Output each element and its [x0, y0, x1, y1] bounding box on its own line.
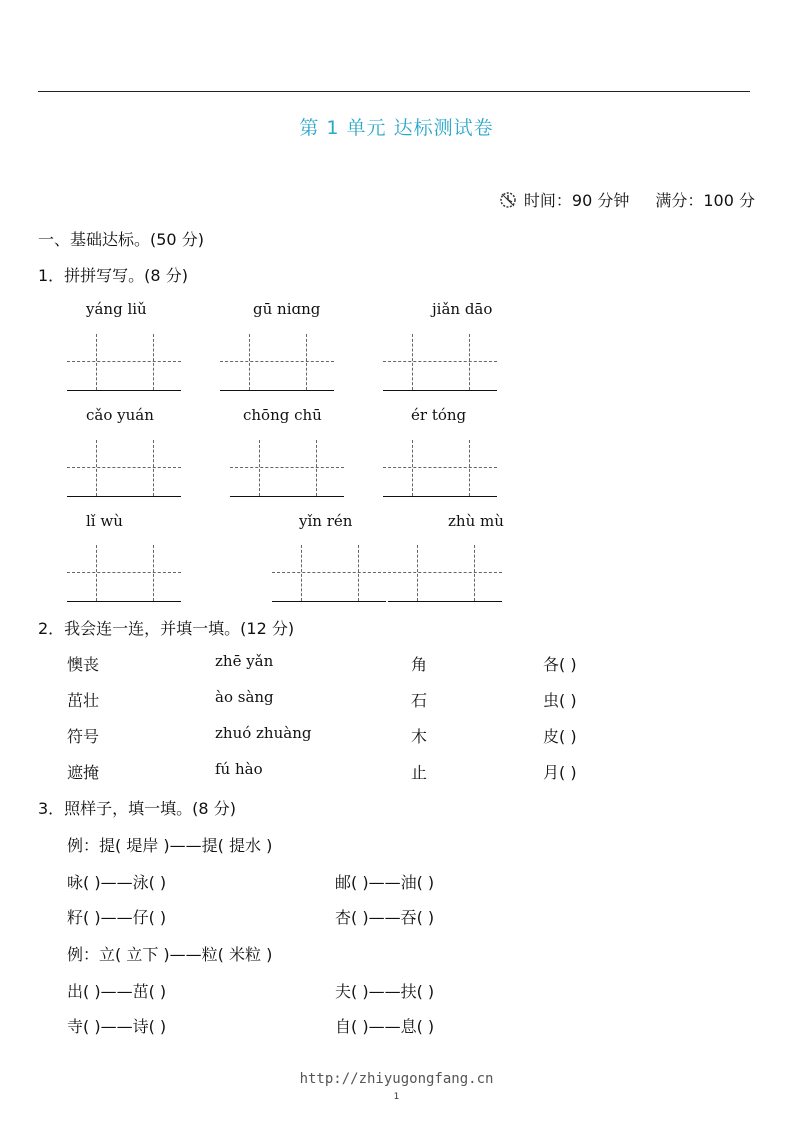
pinyin-label: jiǎn dāo: [432, 300, 493, 318]
match-pinyin[interactable]: zhuó zhuàng: [215, 724, 312, 742]
question-2-label: 2．我会连一连，并填一填。(12 分): [38, 619, 295, 638]
section-heading: 一、基础达标。(50 分): [38, 230, 204, 249]
page-number: 1: [393, 1092, 400, 1102]
fill-blank-pair[interactable]: 籽( )——仔( ): [67, 908, 167, 927]
writing-grid[interactable]: [383, 440, 497, 497]
match-word[interactable]: 符号: [67, 727, 100, 746]
writing-grid[interactable]: [67, 545, 181, 602]
writing-grid[interactable]: [388, 545, 502, 602]
writing-grid[interactable]: [67, 440, 181, 497]
pinyin-label: cǎo yuán: [86, 406, 154, 424]
pinyin-label: yáng liǔ: [86, 300, 147, 318]
match-word[interactable]: 遮掩: [67, 763, 100, 782]
question-3-label: 3．照样子，填一填。(8 分): [38, 799, 236, 818]
pinyin-label: zhù mù: [448, 512, 504, 530]
fill-blank-pair[interactable]: 自( )——息( ): [335, 1017, 435, 1036]
exam-meta: [498, 188, 755, 211]
fill-blank-pair[interactable]: 夫( )——扶( ): [335, 982, 435, 1001]
match-pinyin[interactable]: zhē yǎn: [215, 652, 274, 670]
pinyin-label: gū niɑng: [253, 300, 321, 318]
writing-grid[interactable]: [272, 545, 386, 602]
radical[interactable]: 角: [411, 655, 428, 674]
radical[interactable]: 石: [411, 691, 428, 710]
match-word[interactable]: 懊丧: [67, 655, 100, 674]
fill-blank-pair[interactable]: 杏( )——吞( ): [335, 908, 435, 927]
match-pinyin[interactable]: ào sàng: [215, 688, 274, 706]
match-pinyin[interactable]: fú hào: [215, 760, 263, 778]
top-rule: [38, 91, 750, 92]
writing-grid[interactable]: [230, 440, 344, 497]
example-line: 例：提( 堤岸 )——提( 提水 ): [67, 836, 273, 855]
writing-grid[interactable]: [67, 334, 181, 391]
time-label: 时间：90 分钟: [523, 191, 630, 210]
example-line: 例：立( 立下 )——粒( 米粒 ): [67, 945, 273, 964]
radical[interactable]: 止: [411, 763, 428, 782]
fill-blank[interactable]: 虫( ): [543, 691, 577, 710]
writing-grid[interactable]: [220, 334, 334, 391]
page-title: 第 1 单元 达标测试卷: [299, 117, 494, 139]
score-label: 满分：100 分: [655, 191, 755, 210]
fill-blank[interactable]: 各( ): [543, 655, 577, 674]
fill-blank[interactable]: 月( ): [543, 763, 577, 782]
fill-blank-pair[interactable]: 邮( )——油( ): [335, 873, 435, 892]
pinyin-label: lǐ wù: [86, 512, 123, 530]
pinyin-label: chōng chū: [243, 406, 322, 424]
fill-blank-pair[interactable]: 出( )——茁( ): [67, 982, 167, 1001]
pinyin-label: ér tóng: [411, 406, 467, 424]
footer-url[interactable]: http://zhiyugongfang.cn: [299, 1071, 494, 1087]
question-1-label: 1．拼拼写写。(8 分): [38, 266, 188, 285]
clock-icon: [498, 190, 518, 210]
pinyin-label: yǐn rén: [299, 512, 353, 530]
fill-blank-pair[interactable]: 寺( )——诗( ): [67, 1017, 167, 1036]
writing-grid[interactable]: [383, 334, 497, 391]
radical[interactable]: 木: [411, 727, 428, 746]
fill-blank[interactable]: 皮( ): [543, 727, 577, 746]
match-word[interactable]: 茁壮: [67, 691, 100, 710]
fill-blank-pair[interactable]: 咏( )——泳( ): [67, 873, 167, 892]
